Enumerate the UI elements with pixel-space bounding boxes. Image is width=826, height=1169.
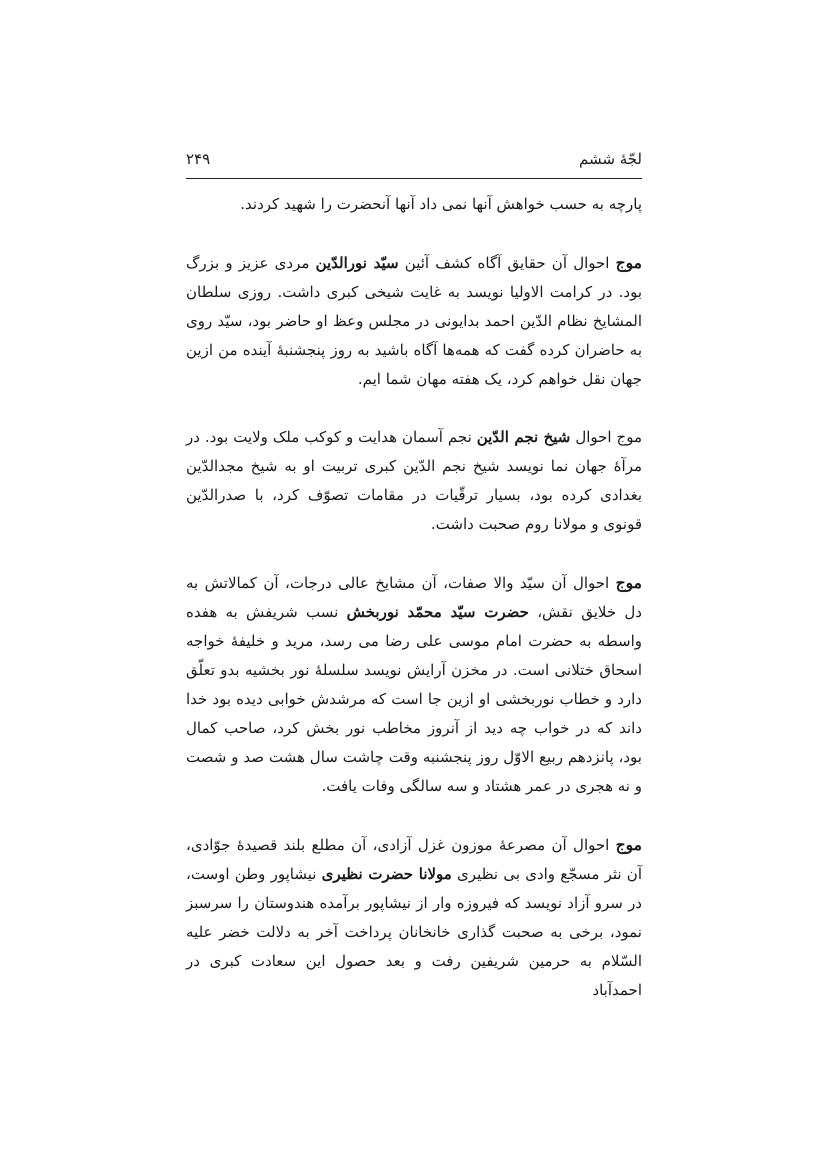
section-marker: موج (615, 573, 642, 592)
text-segment: نیشاپور وطن اوست، در سرو آزاد نویسد که فیروزه وار از نیشاپور برآمده هندوستان را سرسبز نمود، برخی به صحبت گذاری خانخانان پرداخت آخر به دلالت خضر علیه السّلام به حرمین شریفین رفت و بعد حصول این سعادت کبری در احمدآباد (186, 865, 642, 999)
header-rule (186, 178, 642, 179)
text-segment: موج احوال (570, 428, 642, 446)
section-marker: موج (615, 253, 642, 272)
text-segment: احوال آن سیّد والا صفات، آن مشایخ عالی درجات، آن کمالاتش به دل خلایق نقش، (186, 574, 642, 621)
text-segment: نجم آسمان هدایت و کوکب ملک ولایت بود. در مرآهٔ جهان نما نویسد شیخ نجم الدّین کبری تربیت او به شیخ مجدالدّین بغدادی کرده بود، بسیار ترقّیات در مقامات تصوّف کرد، با صدرالدّین قونوی و مولانا روم صحبت داشت. (186, 428, 642, 533)
paragraph-4 (186, 568, 642, 801)
person-name: مولانا حضرت نظیری (321, 865, 452, 883)
paragraph-5 (186, 830, 642, 1005)
person-name: حضرت سیّد محمّد نوربخش (346, 603, 529, 621)
running-head (186, 148, 642, 174)
chapter-title: لجّهٔ ششم (579, 150, 642, 168)
text-segment: مردی عزیز و بزرگ بود. در کرامت الاولیا نویسد به غایت شیخی کبری داشت. روزی سلطان المشایخ نظام الدّین احمد بدایونی در مجلس وعظ او حاضر بود، سیّد روی به حاضران کرده گفت که همه‌ها آگاه باشید به روز پنجشنبهٔ آینده من ازین جهان نقل خواهم کرد، یک هفته مهان شما ایم. (186, 254, 642, 388)
text-segment: احوال آن مصرعهٔ موزون غزل آزادی، آن مطلع بلند قصیدهٔ جوّادی، آن نثر مسجّع وادی بی نظیری (186, 836, 642, 883)
page-number: ۲۴۹ (186, 150, 211, 168)
paragraph-1 (186, 190, 642, 219)
text-segment: نسب شریفش به هفده واسطه به حضرت امام موسی علی رضا می رسد، مرید و خلیفهٔ خواجه اسحاق ختلانی است. در مخزن آرایش نویسد سلسلهٔ نور بخشیه بدو تعلّق دارد و خطاب نوربخشی او ازین جا است که مرشدش خوابی دیده بود خدا داند که در خواب چه دید از آنروز مخاطب نور بخش کرد، صاحب کمال بود، پانزدهم ربیع الاوّل روز پنجشنبه وقت چاشت سال هشت صد و شصت و نه هجری در عمر هشتاد و سه سالگی وفات یافت. (186, 603, 642, 795)
person-name: سیّد نورالدّین (315, 254, 399, 272)
text-segment: احوال آن حقایق آگاه کشف آئین (398, 254, 616, 272)
paragraph-2 (186, 248, 642, 394)
body-text (186, 190, 642, 1005)
text-segment: پارچه به حسب خواهش آنها نمی داد آنها آنحضرت را شهید کردند. (240, 195, 642, 213)
paragraph-3 (186, 423, 642, 539)
person-name: شیخ نجم الدّین (476, 428, 571, 446)
section-marker: موج (615, 835, 642, 854)
